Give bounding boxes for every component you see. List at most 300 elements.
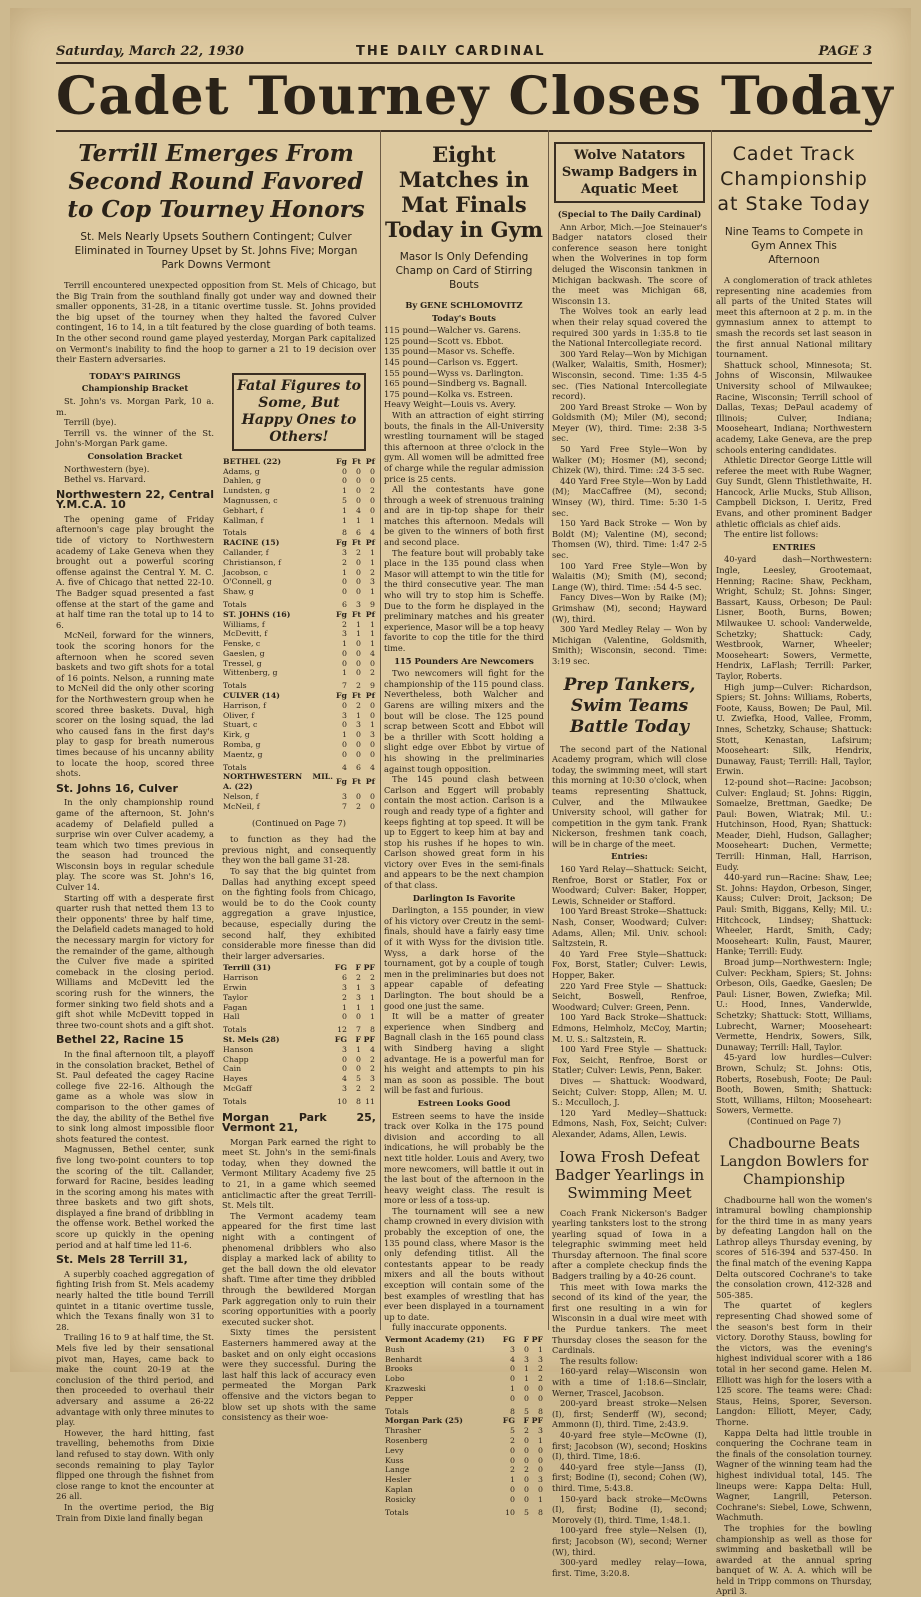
paragraph: To say that the big quintet from Dallas had anything except speed on the fighting fools from Chicago, would be to do the Cook county aggregation a grave injustice, because, especially during the second half, they exhibited considerable more finesse than did their larger adversaries. [222,866,376,961]
player-row [222,1003,376,1013]
player-name: Shaw, g [223,587,254,597]
player-name: Fenske, c [223,639,261,649]
stat-cell: 2 [370,668,375,678]
page-number: PAGE 3 [818,44,872,59]
stat-cell: 0 [524,1475,529,1485]
paragraph: 120 Yard Medley—Shattuck: Edmons, Nash, Fox, Seicht; Culver: Alexander, Adams, Allen, Lewis. [552,1107,707,1139]
bouts-list [384,325,544,410]
stat-cell: 0 [342,700,347,710]
stat-cell: 4 [370,762,375,772]
paragraph: The entire list follows: [724,529,819,540]
stat-cell: 0 [356,587,361,597]
stat-cell: 0 [370,749,375,759]
paragraph: Fancy Dives—Won by Raike (M); Grimshaw (M), second; Hayward (W), third. [552,592,707,624]
paragraph: Two newcomers will fight for the championship of the 115 pound class. Nevertheless, both Walcher and Garens are willing mixers and the bout will be close. The 125 pound scrap between Scott and Ebbot will be a thriller with Scott holding a slight edge over Ebbot by virtue of his showing in the preliminaries against tough opposition. [384,668,544,774]
article-terrill [56,138,376,1523]
stat-cell: 0 [342,720,347,730]
player-row [384,1436,544,1446]
player-row [222,506,376,516]
pairing-item: Terrill vs. the winner of the St. John's-Morgan Park game. [56,427,214,449]
stat-cell: 1 [510,1475,515,1485]
paragraph: 50 Yard Free Style—Won by Walker (M); Hosmer (M), second; Chizek (W), third. Time: :24 3-5 sec. [552,444,707,476]
stat-cell: 1 [538,1344,543,1354]
stat-cell: 9 [370,599,375,609]
stat-cell: 0 [370,740,375,750]
paragraph: A superbly coached aggregation of fighting Irish from St. Mels academy nearly halted the title bound Terrill quintet in a titanic overtime tussle, which the Texans finally won 31 to 28. [56,1268,214,1332]
banner-headline: Cadet Tourney Closes Today [56,66,894,127]
team-header-row [384,1416,544,1426]
bouts-title: Today's Bouts [432,312,496,323]
team-header-row [384,1335,544,1345]
paragraph: The second part of the National Academy program, which will close today, the swimming meet, will start this morning at 10:30 o'clock, when teams representing Shattuck, Culver, and the Milwaukee University school, will gather for competition in the gym tank. Frank Nickerson, freshmen tank coach, will be in charge of the meet. [552,743,707,849]
bout-item: 175 pound—Kolka vs. Estreen. [384,388,513,399]
stat-cell: 2 [356,801,361,811]
stat-cell: 2 [510,1465,515,1475]
article-headline: Eight Matches in Mat Finals Today in Gym [385,142,543,242]
player-row [222,587,376,597]
entries-title: ENTRIES [772,541,816,552]
stat-cell: 2 [524,1465,529,1475]
player-name: Bush [385,1344,405,1354]
player-row [222,568,376,578]
paragraph: 100-yard free style—Nelsen (I), first; Jacobson (W), second; Werner (W), third. [552,1525,707,1557]
stat-cell: 3 [370,1074,375,1084]
paragraph: McNeil, forward for the winners, took the scoring honors for the afternoon when he scored seven baskets and two gift shots for a total of 16 points. Nelson, a running mate to McNeil did the only other scoring for the Northwestern group when he scored three baskets. Duval, high scorer on the losing squad, the lad who caused fans in the first day's play to gasp for breath numerous times because of his uncanny ability to locate the hoop, scored three shots. [56,630,214,779]
paragraph: With an attraction of eight stirring bouts, the finals in the All-University wrestling tournament will be staged this afternoon at three o'clock in the gym. All women will be admitted free of charge while the regular admission price is 25 cents. [384,409,545,484]
stat-cell: 1 [370,557,375,567]
paragraph: 40 Yard Free Style—Shattuck: Fox, Borst, Statler; Culver: Lewis, Hopper, Baker. [552,948,707,980]
totals-label: Totals [223,1025,247,1035]
player-name: Kallman, f [223,515,264,525]
player-name: Kirk, g [223,730,250,740]
stat-cell: 0 [370,801,375,811]
bout-item: 125 pound—Scott vs. Ebbot. [384,335,504,346]
paper-name: THE DAILY CARDINAL [356,44,546,59]
stat-cell: 3 [342,629,347,639]
stat-cell: 3 [342,982,347,992]
column-header: Fg [336,777,347,787]
pairing-item: Bethel vs. Harvard. [64,474,146,485]
stat-cell: 0 [538,1383,543,1393]
column-header: Pf [365,691,375,701]
player-row [222,629,376,639]
stat-cell: 3 [342,1083,347,1093]
player-name: Magnussen, c [223,495,278,505]
stat-cell: 0 [356,1054,361,1064]
paragraph: 40-yard free style—McOwne (I), first; Jacobson (W), second; Hoskins (I), third. Time, 18:6. [552,1429,707,1462]
stat-cell: 3 [356,720,361,730]
article-headline: Iowa Frosh Defeat Badger Yearlings in Swimming Meet [554,1147,705,1202]
player-row [222,1084,376,1094]
player-name: Nelson, f [223,792,259,802]
totals-label: Totals [223,762,247,772]
stat-cell: 0 [342,466,347,476]
stat-cell: 3 [510,1344,515,1354]
player-row [222,476,376,486]
player-name: Stuart, c [223,720,258,730]
stat-cell: 8 [538,1406,543,1416]
stat-cell: 0 [342,740,347,750]
player-row [222,750,376,760]
stat-cell: 0 [356,749,361,759]
column-header: FG [502,1335,515,1344]
stat-cell: 0 [510,1484,515,1494]
stat-cell: 0 [342,648,347,658]
player-row [222,720,376,730]
column-header: Ft [351,691,361,701]
stat-cell: 2 [370,567,375,577]
stat-cell: 0 [356,730,361,740]
stat-cell: 3 [370,577,375,587]
player-row [384,1384,544,1394]
player-row [222,993,376,1003]
player-name: Benhardt [385,1354,422,1364]
paragraph: 100 Yard Free Style—Won by Walaitis (M); Smith (M), second; Lange (W), third. Time: :54 4-5 sec. [552,560,707,592]
article-deck: St. Mels Nearly Upsets Southern Contingent; Culver Eliminated in Tourney Upset by St. Johns Five; Morgan Park Downs Vermont [74,231,358,271]
text-column-right [222,369,376,1423]
stat-cell: 2 [356,700,361,710]
stat-cell: 0 [356,1012,361,1022]
stat-cell: 8 [356,1096,361,1106]
paragraph: Sixty times the persistent Easterners hammered away at the basket and on only eight occasions were they successful. During the last half this lack of accuracy even permeated the Morgan Park offensive and the victors began to blow set up shots with the same consistency as their woe- [222,1327,376,1423]
player-name: Adams, g [223,466,260,476]
player-row [222,1055,376,1065]
stat-cell: 0 [356,792,361,802]
column-header: Pf [365,777,375,787]
player-row [384,1465,544,1475]
column-divider [548,130,549,1330]
player-name: Hayes [223,1074,248,1084]
continued-note: (Continued on Page 7) [747,1115,841,1126]
stat-cell: 5 [524,1406,529,1416]
article-headline: Prep Tankers, Swim Teams Battle Today [563,674,696,737]
team-header-row [222,963,376,973]
paragraph: 160-yard relay—Wisconsin won with a time of 1:18.6—Sinclair, Werner, Trascel, Jacobson. [552,1366,707,1398]
stat-cell: 0 [538,1455,543,1465]
stat-cell: 0 [370,792,375,802]
totals-row [222,1094,376,1107]
column-header: Fg [336,609,347,619]
stat-cell: 11 [365,1096,375,1106]
column-header: Pf [365,609,375,619]
stat-cell: 1 [370,619,375,629]
stat-cell: 1 [356,982,361,992]
player-row [222,649,376,659]
player-row [222,973,376,983]
stat-cell: 0 [356,668,361,678]
player-row [384,1345,544,1355]
totals-row [384,1505,544,1518]
stat-cell: 4 [356,505,361,515]
paragraph: In the only championship round game of the afternoon, St. John's academy of Delafield pulled a surprise win over Culver academy, a team which two times previous in the season had trounced the Wisconsin boys in regular schedule play. The score was St. John's 16, Culver 14. [56,797,214,893]
column-divider [380,130,381,1330]
stat-cell: 3 [370,730,375,740]
team-header-row [222,538,376,548]
stat-cell: 2 [370,973,375,983]
stat-cell: 0 [356,639,361,649]
paragraph: A conglomeration of track athletes representing nine academies from all parts of the United States will meet this afternoon at 2 p. m. in the gymnasium annex to attempt to smash the records set last season in the first annual National military tournament. [716,275,872,360]
player-row [384,1426,544,1436]
paragraph: 440-yard run—Racine: Shaw, Lee; St. Johns: Haydon, Orbeson, Singer, Kauss; Culver: Droit, Jackson; De Paul: Smith, Biggans, Kelly; Mil. U.: Hitchcock, Lindsey; Shattuck: Wheeler, Hardt, Smith, Cady; Mooseheart: Kulin, Faust, Maurer, Hanke; Terrill: Eudy. [716,872,872,957]
stat-cell: 5 [356,1074,361,1084]
pairings-title: TODAY'S PAIRINGS [89,370,181,381]
stat-cell: 2 [356,547,361,557]
header-rule [56,62,872,64]
stat-cell: 0 [510,1494,515,1504]
player-row [384,1394,544,1404]
stat-cell: 0 [524,1393,529,1403]
paragraph: The results follow: [560,1355,639,1366]
stat-cell: 2 [538,1374,543,1384]
stat-cell: 1 [356,619,361,629]
stat-cell: 0 [524,1435,529,1445]
stat-cell: 2 [510,1435,515,1445]
paragraph: Coach Frank Nickerson's Badger yearling tanksters lost to the strong yearling squad of Iowa in a telegraphic swimming meet held Thursday afternoon. The final score after a complete checkup finds the Badgers trailing by a 40-26 count. [552,1207,707,1282]
totals-row [222,597,376,610]
paragraph: 150-yard back stroke—McOwns (I), first; Bodine (I), second; Morovely (I), third. Time, 1:48.1. [552,1493,707,1525]
stat-cell: 6 [356,528,361,538]
totals-label: Totals [223,528,247,538]
subheading: Darlington Is Favorite [412,892,516,903]
player-row [222,792,376,802]
stat-cell: 10 [337,1096,347,1106]
paragraph: 300 Yard Medley Relay — Won by Michigan (Valentine, Goldsmith, Smith); Wisconsin, second. Time: 3:19 sec. [552,624,707,666]
stat-cell: 2 [342,992,347,1002]
stat-cell: 0 [524,1383,529,1393]
player-name: Cain [223,1064,242,1074]
stat-cell: 5 [342,495,347,505]
stat-cell: 0 [342,587,347,597]
stat-cell: 1 [342,668,347,678]
stat-cell: 1 [342,486,347,496]
paragraph: fully inaccurate opponents. [392,1322,507,1333]
stat-cell: 4 [370,1044,375,1054]
player-row [384,1495,544,1505]
stat-cell: 2 [370,1054,375,1064]
player-name: Taylor [223,992,248,1002]
box-score-title: Fatal Figures to Some, But Happy Ones to Others! [232,373,366,451]
stat-cell: 0 [342,1054,347,1064]
player-row [222,1074,376,1084]
page-header [56,44,872,62]
player-name: Brooks [385,1364,413,1374]
stat-cell: 0 [342,749,347,759]
article-lead: Terrill encountered unexpected opposition from St. Mels of Chicago, but the Big Train from the southland finally got under way and downed their smaller opponents, 31-28, in a titanic overtime tussle. St. Johns provided the big upset of the tourney when they halted the favored Culver contingent, 16 to 14, in a tilt featured by the close guarding of both teams. In the other second round game played yesterday, Morgan Park capitalized on Vermont's inability to find the hoop to garner a 21 to 19 decision over their Eastern adversaries. [56,280,376,365]
stat-cell: 1 [538,1435,543,1445]
totals-row [384,1404,544,1417]
stat-cell: 3 [524,1354,529,1364]
stat-cell: 3 [356,599,361,609]
stat-cell: 4 [342,1074,347,1084]
player-name: Krazweski [385,1383,426,1393]
pairing-item: St. John's vs. Morgan Park, 10 a. m. [56,395,214,417]
stat-cell: 1 [370,1002,375,1012]
stat-cell: 0 [356,740,361,750]
stat-cell: 7 [342,801,347,811]
player-row [222,802,376,812]
column-header: PF [363,963,375,973]
player-row [222,639,376,649]
stat-cell: 3 [342,1044,347,1054]
pairing-item: Terrill (bye). [64,417,117,428]
totals-row [222,525,376,538]
player-row [222,668,376,678]
player-name: Jacobson, c [223,567,268,577]
paragraph: Trailing 16 to 9 at half time, the St. Mels five led by their sensational pivot man, Hayes, came back to make the count 20-19 at the conclusion of the third period, and then proceeded to overhaul their adversary and assume a 26-22 advantage with only three minutes to play. [56,1332,214,1428]
paragraph: 300-yard medley relay—Iowa, first. Time, 3:20.8. [552,1557,707,1578]
stat-cell: 2 [370,486,375,496]
paragraph: 100 Yard Breast Stroke—Shattuck: Nash, Conser, Woodward; Culver: Adams, Allen; Mil. Univ. school: Saltzstein, R. [552,906,707,949]
player-name: O'Connell, g [223,577,272,587]
stat-cell: 0 [342,476,347,486]
stat-cell: 5 [524,1507,529,1517]
player-row [384,1364,544,1374]
stat-cell: 4 [342,762,347,772]
stat-cell: 0 [370,476,375,486]
paragraph: The opening game of Friday afternoon's cage play brought the tide of victory to Northwestern academy of Lake Geneva when they brought out a powerful scoring offense against the Central Y. M. C. A. five of Chicago that netted 22-10. The Badger squad presented a fast offense at the start of the game and at half time ran the total up to 14 to 6. [56,513,214,630]
player-name: Christianson, f [223,557,282,567]
stat-cell: 2 [356,1083,361,1093]
player-name: Pepper [385,1393,413,1403]
stat-cell: 0 [356,476,361,486]
player-name: Lundsten, g [223,486,270,496]
stat-cell: 1 [538,1494,543,1504]
player-row [222,711,376,721]
continued-note: (Continued on Page 7) [252,817,346,828]
box-score-table [222,963,376,1106]
paragraph: 440-yard free style—Janss (I), first; Bodine (I), second; Cohen (W), third. Time, 5:43.8. [552,1461,707,1493]
paragraph: 100 Yard Free Style — Shattuck: Fox, Seicht, Renfroe, Borst or Statler; Culver: Lewis, Penn, Baker. [552,1044,707,1076]
stat-cell: 2 [538,1364,543,1374]
article-deck: Nine Teams to Compete in Gym Annex This Afternoon [724,226,864,266]
column-header: F [355,1034,361,1044]
player-row [222,983,376,993]
player-row [384,1456,544,1466]
stat-cell: 0 [342,577,347,587]
totals-row [222,1022,376,1035]
paragraph: Kappa Delta had little trouble in conquering the Cochrane team in the finals of the consolation tourney. Wagner of the winning team had the highest individual total, 145. The lineups were: Kappa Delta: Hull, Wagner, Langrill, Peterson. Cochrane's: Siebel, Lowe, Schwenn, Wachmuth. [716,1427,872,1523]
player-name: Lobo [385,1374,405,1384]
column-header: Fg [336,538,347,548]
stat-cell: 1 [370,515,375,525]
stat-cell: 0 [342,1064,347,1074]
stat-cell: 0 [356,1064,361,1074]
paragraph: The quartet of keglers representing Chad showed some of the season's best form in their victory. Dorothy Stauss, bowling for the victors, was the evening's highest individual scorer with a 186 total in her second game. Helen M. Elliott was high for the losers with a 125 score. The teams were: Chad: Staus, Heins, Sporer, Severson. Langdon: Elliott, Meyer, Cady, Thorne. [716,1300,872,1427]
byline: By GENE SCHLOMOVITZ [405,300,523,310]
entries-title: Entries: [611,851,648,862]
stat-cell: 1 [342,515,347,525]
stat-cell: 0 [342,658,347,668]
stat-cell: 1 [370,587,375,597]
paragraph: This meet with Iowa marks the second of its kind of the year, the first one resulting in a win for Wisconsin in a dual wire meet with the Purdue tankers. The meet Thursday closes the season for the Cardinals. [552,1281,707,1356]
player-row [222,1045,376,1055]
column-header: PF [531,1416,543,1426]
player-name: McGaff [223,1083,252,1093]
player-name: Lange [385,1465,410,1475]
player-name: Harrison, f [223,700,266,710]
stat-cell: 3 [356,992,361,1002]
team-name: Morgan Park (25) [385,1416,463,1426]
stat-cell: 6 [356,762,361,772]
player-row [222,577,376,587]
subheading: Northwestern 22, Central Y.M.C.A. 10 [56,487,214,512]
player-row [384,1355,544,1365]
player-name: Hesler [385,1475,412,1485]
stat-cell: 1 [510,1383,515,1393]
column-header: PF [531,1335,543,1344]
team-name: ST. JOHNS (16) [223,609,291,619]
paragraph: Broad jump—Northwestern: Ingle; Culver: Peckham, Spiers; St. Johns: Orbeson, Oils, Gaedke, Gaeslen; De Paul: Lisner, Bowen, Zwiefka; Mil. U.: Hood, Innes, Vanderwlde, Schetzky; Shattuck: Stott, Williams, Lubrecht, Warner; Mooseheart: Vermette, Hendrix, Sowers, Silk, Dunaway; Terrill: Hall, Taylor. [716,957,872,1052]
stat-cell: 1 [356,629,361,639]
paragraph: Magnussen, Bethel center, sunk five long two-point counters to top the scoring of the tilt. Callander, forward for Racine, besides leading in the scoring among his mates with three baskets and two gift shots, displayed a fine brand of dribbling in the offense work. Bethel worked the score up quickly in the opening period and at half time led 11-6. [56,1144,214,1250]
paragraph: In the final afternoon tilt, a playoff in the consolation bracket, Bethel of St. Paul defeated the cagey Racine college five 22-16. Although the game as a whole was slow in comparison to the other games of the day, the ability of the Bethel five to sink long almost impossible floor shots featured the contest. [56,1048,214,1144]
stat-cell: 5 [510,1426,515,1436]
stat-cell: 2 [342,557,347,567]
player-row [384,1475,544,1485]
stat-cell: 0 [524,1484,529,1494]
stat-cell: 0 [538,1445,543,1455]
stat-cell: 1 [356,1044,361,1054]
paragraph: The Vermont academy team appeared for the first time last night with a contingent of phenomenal dribblers who also display a marked lack of ability to get the ball down the old elevator shaft. Time after time they dribbled through the bewildered Morgan Park aggregation only to ruin their scoring opportunities with a poorly executed sucker shot. [222,1210,376,1327]
stat-cell: 1 [342,505,347,515]
player-row [222,659,376,669]
player-name: Maentz, g [223,749,263,759]
team-header-row [222,1035,376,1045]
stat-cell: 0 [356,567,361,577]
column-header: Pf [365,456,375,466]
stat-cell: 0 [538,1484,543,1494]
paragraph: Starting off with a desperate first quarter rush that netted them 13 to their opponents' three by half time, the Delafield cadets managed to hold the necessary margin for victory for the remainder of the game, although the Culver five made a spirited comeback in the closing period. Williams and McDevitt led the scoring rush for the winners, the former sinking two field shots and a gift shot while McDevitt topped in three two-count shots and a gift shot. [56,892,214,1030]
stat-cell: 2 [370,1064,375,1074]
stat-cell: 1 [342,567,347,577]
player-name: Thrasher [385,1426,421,1436]
totals-label: Totals [385,1507,409,1517]
paragraph: 100 Yard Back Stroke—Shattuck: Edmons, Helmholz, McCoy, Martin; M. U. S.: Saltzstein, R. [552,1012,707,1044]
stat-cell: 2 [370,1083,375,1093]
paragraph: to function as they had the previous night, and consequently they won the ball game 31-28. [222,834,376,866]
stat-cell: 10 [505,1507,515,1517]
stat-cell: 3 [342,710,347,720]
stat-cell: 1 [370,547,375,557]
bout-item: Heavy Weight—Louis vs. Avery. [384,399,516,410]
player-name: Oliver, f [223,710,255,720]
team-header-row [222,691,376,701]
stat-cell: 7 [342,681,347,691]
player-name: McNeil, f [223,801,260,811]
stat-cell: 1 [370,720,375,730]
stat-cell: 1 [370,629,375,639]
article-track [716,138,872,1597]
team-header-row [222,610,376,620]
bracket-title: Championship Bracket [81,383,189,394]
stat-cell: 3 [342,792,347,802]
paragraph: Athletic Director George Little will referee the meet with Rube Wagner, Guy Sundt, Glenn Thistlethwaite, H. Hancock, Arlie Mucks, Stub Allison, Campbell Dickson, I. Ueritz, Fred Evans, and other prominent Badger athletic officials as chief aids. [716,455,872,529]
stat-cell: 0 [356,495,361,505]
player-row [222,558,376,568]
bout-item: 145 pound—Carlson vs. Eggert. [384,356,518,367]
column-header: FG [502,1416,515,1426]
player-row [222,1064,376,1074]
column-header: F [355,963,361,973]
stat-cell: 2 [342,619,347,629]
stat-cell: 3 [538,1426,543,1436]
paragraph: 440 Yard Free Style—Won by Ladd (M); MacCaffree (M), second; Winsey (W), third. Time: 5:30 1-5 sec. [552,475,707,518]
totals-label: Totals [385,1406,409,1416]
stat-cell: 0 [524,1455,529,1465]
stat-cell: 3 [538,1475,543,1485]
player-row [222,740,376,750]
stat-cell: 8 [370,1025,375,1035]
